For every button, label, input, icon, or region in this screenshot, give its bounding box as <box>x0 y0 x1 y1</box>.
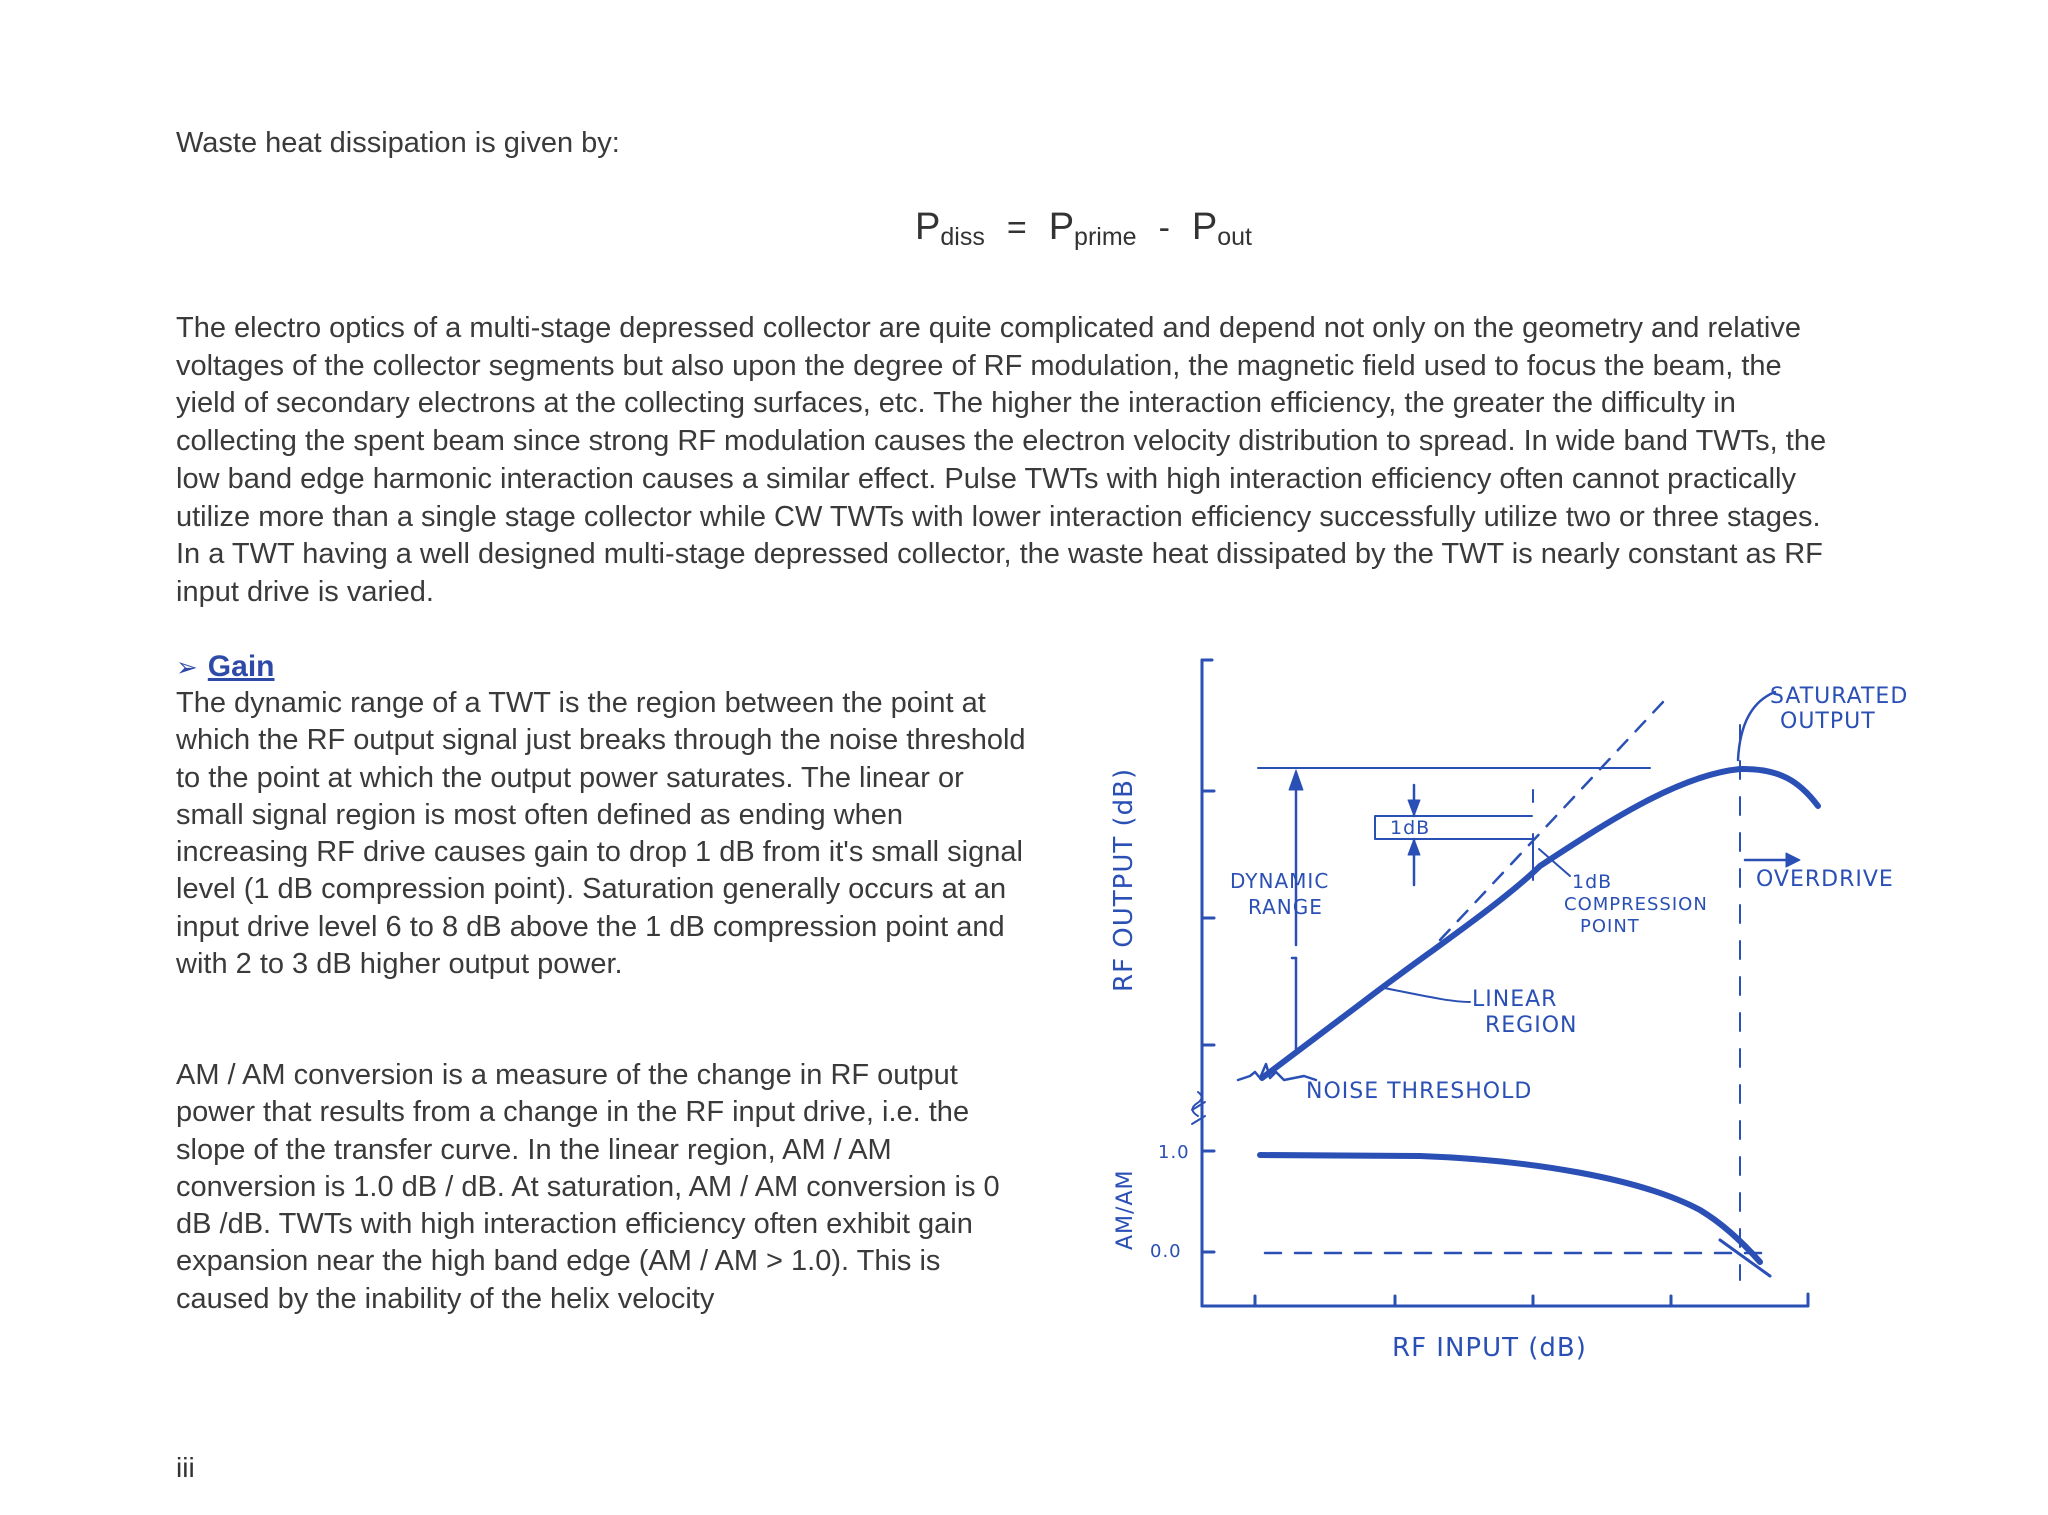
page-number: iii <box>176 1452 195 1483</box>
intro-text: Waste heat dissipation is given by: <box>176 127 620 159</box>
formula-minus: - <box>1158 209 1170 247</box>
formula-p-out: Pout <box>1191 206 1253 251</box>
twt-transfer-chart <box>1080 640 1940 1380</box>
formula-p-prime: Pprime <box>1048 206 1137 251</box>
one-db-label: 1dB <box>1390 817 1431 839</box>
compression-label-line2: COMPRESSION <box>1564 894 1708 915</box>
overdrive-arrowhead <box>1786 853 1800 867</box>
dynamic-range-label-line2: RANGE <box>1248 895 1323 919</box>
x-axis <box>1202 1294 1808 1306</box>
bullet-arrow-icon: ➢ <box>176 652 198 682</box>
noise-threshold-label: NOISE THRESHOLD <box>1306 1079 1533 1104</box>
amam-paragraph: AM / AM conversion is a measure of the change in RF output power that results from a change in the RF input drive, i.e. the slope of the transfer curve. In the linear region, AM / AM conversion is 1.0 dB / dB. At saturation, AM / AM conversion is 0 dB /dB. TWTs with high interaction efficiency often exhibit gain expansion near the high band edge (AM / AM > 1.0). This is caused by the inability of the helix velocity <box>176 1059 1000 1315</box>
one-db-arrowhead-upper <box>1408 800 1420 816</box>
dissipation-formula <box>915 202 1252 256</box>
am-one-tick-label: 1.0 <box>1158 1142 1190 1163</box>
compression-label-line3: POINT <box>1580 916 1640 937</box>
am-zero-tick-label: 0.0 <box>1150 1241 1182 1262</box>
compression-label: 1dB <box>1572 871 1613 893</box>
gain-paragraph: The dynamic range of a TWT is the region between the point at which the RF output signal just breaks through the noise threshold to the point at which the output power saturates. The linear or small signal region is most often defined as ending when increasing RF drive causes gain to drop 1 dB from it's small signal level (1 dB compression point). Saturation generally occurs at an input drive level 6 to 8 dB above the 1 dB compression point and with 2 to 3 dB higher output power. <box>176 687 1026 981</box>
saturated-output-label-line2: OUTPUT <box>1780 709 1876 734</box>
gain-heading-link[interactable]: Gain <box>207 650 275 683</box>
one-db-arrowhead-lower <box>1408 839 1420 855</box>
collector-paragraph: The electro optics of a multi-stage depressed collector are quite complicated and depend not only on the geometry and relative voltages of the collector segments but also upon the degree of RF modulation, the magnetic field used to focus the beam, the yield of secondary electrons at the collecting surfaces, etc. The higher the interaction efficiency, the greater the difficulty in collecting the spent beam since strong RF modulation causes the electron velocity distribution to spread. In wide band TWTs, the low band edge harmonic interaction causes a similar effect. Pulse TWTs with high interaction efficiency often cannot practically utilize more than a single stage collector while CW TWTs with lower interaction efficiency successfully utilize two or three stages. In a TWT having a well designed multi-stage depressed collector, the waste heat dissipated by the TWT is nearly constant as RF input drive is varied. <box>176 312 1827 608</box>
linear-region-pointer <box>1384 988 1470 1002</box>
overdrive-label: OVERDRIVE <box>1756 867 1894 892</box>
saturated-output-label: SATURATED <box>1770 684 1909 709</box>
dynamic-range-arrowhead <box>1289 770 1303 790</box>
gain-section-heading <box>176 648 274 686</box>
linear-region-label: LINEAR <box>1472 987 1558 1012</box>
dynamic-range-label: DYNAMIC <box>1230 869 1330 893</box>
formula-p-diss: Pdiss <box>915 206 985 251</box>
amam-curve <box>1260 1155 1760 1262</box>
formula-equals: = <box>1006 209 1027 247</box>
x-axis-label: RF INPUT (dB) <box>1392 1333 1587 1363</box>
dynamic-range-arrow <box>1292 775 1296 958</box>
y-axis-label-top: RF OUTPUT (dB) <box>1109 767 1139 992</box>
y-axis-label-bottom: AM/AM <box>1113 1169 1138 1250</box>
linear-region-label-line2: REGION <box>1485 1013 1578 1038</box>
